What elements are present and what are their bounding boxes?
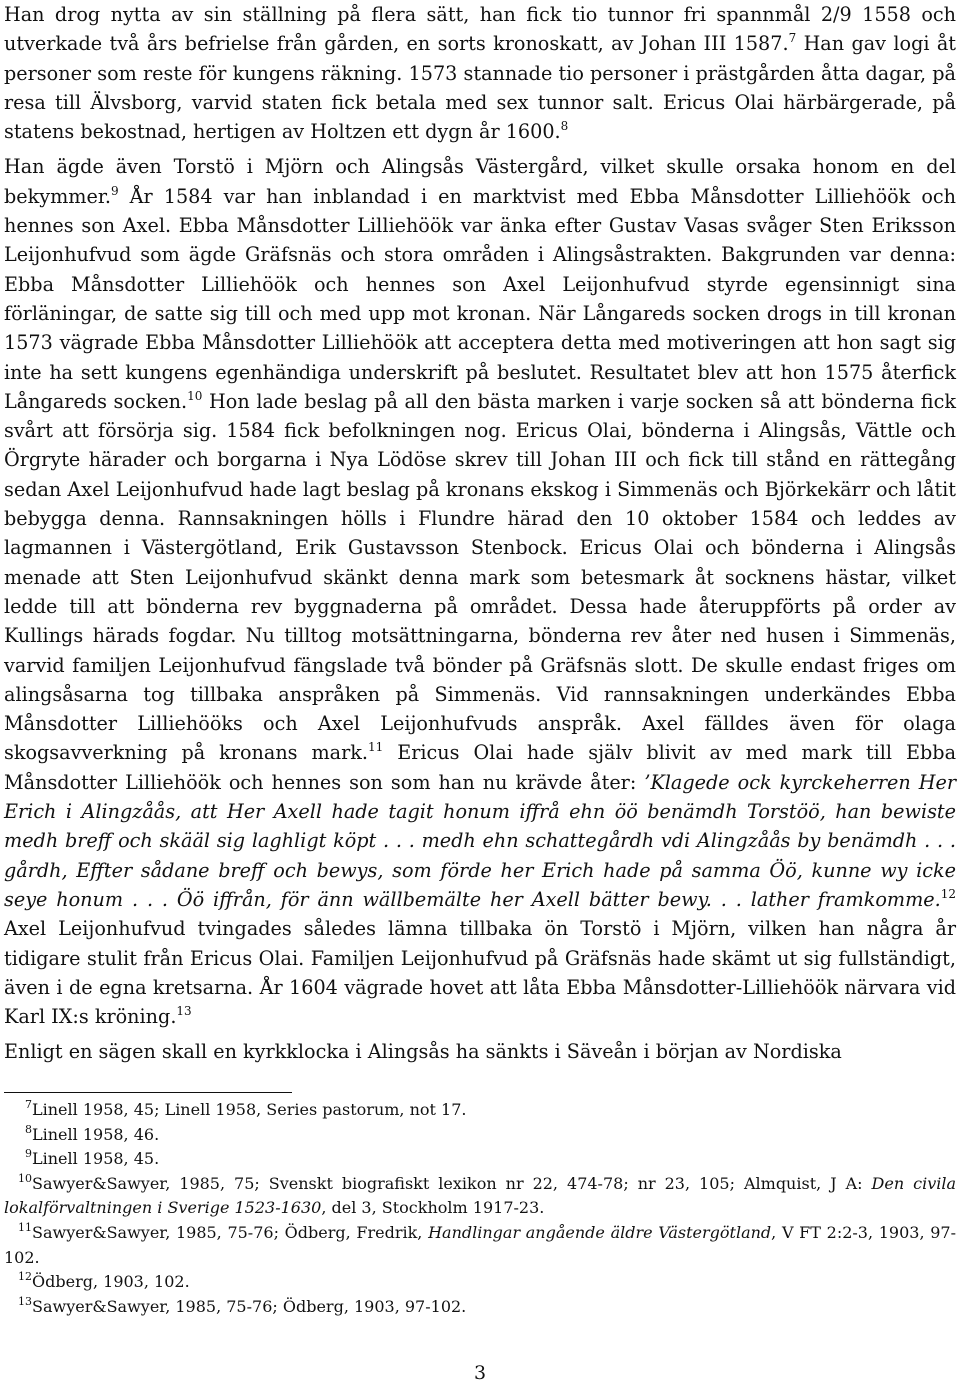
footnote-text: Ödberg, 1903, 102.: [32, 1272, 190, 1292]
footnote-text: Linell 1958, 45.: [32, 1149, 160, 1169]
footnote-reference[interactable]: 12: [940, 886, 956, 901]
paragraph-text: År 1584 var han inblandad i en marktvist med Ebba Månsdotter Lilliehöök och hennes son Axel. Ebba Månsdotter Lilliehöök var änka efter Gustav Vasas svåger Sten Eriksson Leijonhufvud som ägde Gräfsnäs och stora områden i Alingsåstrakten. Bakgrunden var denna: Ebba Månsdotter Lilliehöök och hennes son Axel Leijonhufvud styrde egensinnigt sina förläningar, de satte sig till och med upp mot kronan. När Långareds socken drogs in till kronan 1573 vägrade Ebba Månsdotter Lilliehöök att acceptera detta med motiveringen att hon sagt sig inte ha sett kungens egenhändiga underskrift på beslutet. Resultatet blev att hon 1575 återfick Långareds socken.: [4, 184, 956, 413]
footnote-reference[interactable]: 11: [368, 740, 384, 755]
footnote-title: Handlingar angående äldre Västergötland: [428, 1222, 772, 1242]
page-number: 3: [473, 1362, 487, 1384]
footnote-divider: [4, 1092, 292, 1093]
footnote-text: Linell 1958, 45; Linell 1958, Series pastorum, not 17.: [32, 1100, 467, 1119]
footnote-reference[interactable]: 7: [788, 31, 797, 46]
paragraph: [4, 0, 956, 146]
footnote-mark: 7: [25, 1098, 32, 1111]
footnote-reference[interactable]: 8: [560, 119, 569, 134]
footnote-text: Sawyer&Sawyer, 1985, 75-76; Ödberg, Fredrik,: [32, 1222, 429, 1242]
footnote-mark: 10: [18, 1171, 32, 1185]
body-text: [4, 0, 956, 1073]
footnote-mark: 11: [18, 1220, 32, 1234]
footnote: [4, 1147, 956, 1172]
paragraph-text: Enligt en sägen skall en kyrkklocka i Alingsås ha sänkts i Säveån i början av Nordiska: [4, 1040, 842, 1064]
footnote-title: Den civila lokalförvaltningen i Sverige 1523-1630: [4, 1173, 957, 1218]
footnote-text: Sawyer&Sawyer, 1985, 75-76; Ödberg, 1903, 97-102.: [32, 1296, 467, 1316]
footnote: [4, 1098, 956, 1123]
paragraph-text: Han ägde även Torstö i Mjörn och Alingsås Västergård, vilket skulle orsaka honom en del bekymmer.: [4, 155, 956, 208]
footnote-mark: 8: [25, 1122, 32, 1136]
paragraph: [4, 1037, 956, 1066]
footnote-reference[interactable]: 9: [111, 183, 119, 198]
footnote-reference[interactable]: 13: [176, 1004, 192, 1019]
footnotes: [4, 1098, 956, 1319]
footnote: [4, 1123, 956, 1148]
footnote: [4, 1221, 956, 1270]
footnote-mark: 9: [25, 1147, 32, 1161]
footnote-mark: 12: [18, 1270, 32, 1284]
paragraph-text: Han drog nytta av sin ställning på flera sätt, han fick tio tunnor fri spannmål 2/9 1558 och utverkade två års befrielse från gården, en sorts kronoskatt, av Johan III 1587.: [4, 3, 956, 56]
paragraph: [4, 152, 956, 1031]
footnote-text: , del 3, Stockholm 1917-23.: [321, 1198, 545, 1218]
paragraph-text: Han gav logi åt personer som reste för kungens räkning. 1573 stannade tio personer i prästgården åtta dagar, på resa till Älvsborg, varvid staten fick betala med sex tunnor salt. Ericus Olai härbärgerade, på statens bekostnad, hertigen av Holtzen ett dygn år 1600.: [4, 32, 956, 144]
paragraph-text: Axel Leijonhufvud tvingades således lämna tillbaka ön Torstö i Mjörn, vilken han några år tidigare stulit från Ericus Olai. Familjen Leijonhufvud på Gräfsnäs hade skämt ut sig fullständigt, även i de egna kretsarna. År 1604 vägrade hovet att låta Ebba Månsdotter-Lilliehöök närvara vid Karl IX:s kröning.: [4, 917, 956, 1029]
footnote-text: , V FT 2:2-3, 1903, 97-102.: [4, 1222, 957, 1267]
footnote-reference[interactable]: 10: [187, 388, 203, 403]
footnote: [4, 1172, 956, 1221]
footnote: [4, 1270, 956, 1295]
footnote: [4, 1295, 956, 1320]
paragraph-text: Ericus Olai hade själv blivit av med mark till Ebba Månsdotter Lilliehöök och hennes son som han nu krävde åter:: [4, 741, 957, 794]
footnote-mark: 13: [18, 1294, 32, 1308]
paragraph-text: Hon lade beslag på all den bästa marken i varje socken så att bönderna fick svårt att försörja sig. 1584 fick befolkningen nog. Ericus Olai, bönderna i Alingsås, Vättle och Örgryte härader och borgarna i Nya Lödöse skrev till Johan III och fick till stånd en rättegång sedan Axel Leijonhufvud hade lagt beslag på kronans ekskog i Simmenäs och Björkekärr och låtit bebygga denna. Rannsakningen hölls i Flundre härad den 10 oktober 1584 och leddes av lagmannen i Västergötland, Erik Gustavsson Stenbock. Ericus Olai och bönderna i Alingsås menade att Sten Leijonhufvud skänkt denna mark som betesmark åt socknens hästar, vilket ledde till att bönderna rev byggnaderna på området. Dessa hade återuppförts på order av Kullings härads fogdar. Nu tilltog motsättningarna, bönderna rev åter ned husen i Simmenäs, varvid familjen Leijonhufvud fängslade två bönder på Gräfsnäs slott. De skulle endast friges om alingsåsarna tog tillbaka anspråken på Simmenäs. Vid rannsakningen underkändes Ebba Månsdotter Lilliehööks och Axel Leijonhufvuds anspråk. Axel fälldes även för olaga skogsavverkning på kronans mark.: [4, 389, 956, 765]
footnote-text: Sawyer&Sawyer, 1985, 75; Svenskt biografiskt lexikon nr 22, 474-78; nr 23, 105; Almquist, J A:: [32, 1173, 872, 1193]
footnote-text: Linell 1958, 46.: [32, 1124, 160, 1144]
historical-quote: ’Klagede ock kyrckeherren Her Erich i Alingzåås, att Her Axell hade tagit honum iffrå ehn öö benämdh Torstöö, han bewiste medh breff och skääl sig laghligt köpt . . . medh ehn schattegårdh vdi Alingzåås by benämdh . . . gårdh, Effter sådane breff och bewys, som förde her Erich hade på samma Öö, kunne wy icke seye honum . . . Öö iffrån, för änn wällbemälte her Axell bätter bewy. . . lather framkomme.: [4, 770, 956, 911]
